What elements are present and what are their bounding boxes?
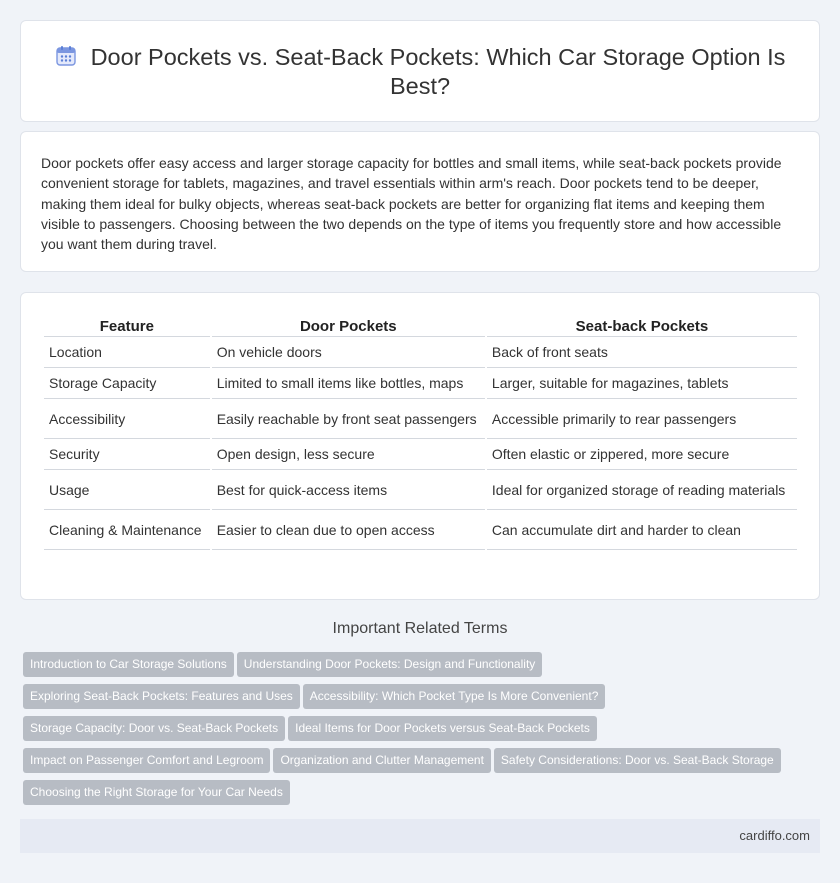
- comparison-table-card: [20, 292, 820, 600]
- page-title: Door Pockets vs. Seat-Back Pockets: Which Car Storage Option Is Best?: [90, 44, 786, 99]
- table-cell: Cleaning & Maintenance: [44, 510, 210, 550]
- related-term-tag[interactable]: Ideal Items for Door Pockets versus Seat-Back Pockets: [288, 716, 597, 741]
- footer: [20, 819, 820, 853]
- related-term-tag[interactable]: Exploring Seat-Back Pockets: Features and Uses: [23, 684, 300, 709]
- summary-text: Door pockets offer easy access and larger storage capacity for bottles and small items, while seat-back pockets provide convenient storage for tablets, magazines, and travel essentials within arm's reach. Door pockets tend to be deeper, making them ideal for bulky objects, whereas seat-back pockets are better for organizing flat items and keeping them visible to passengers. Choosing between the two depends on the type of items you frequently store and how accessible you want them during travel.: [41, 155, 782, 253]
- title-wrap: [51, 43, 789, 101]
- table-cell: Easily reachable by front seat passengers: [212, 399, 485, 439]
- header-feature: Feature: [44, 314, 210, 337]
- table-header-row: [44, 314, 797, 337]
- tag-row: [23, 652, 803, 684]
- calendar-icon: [55, 45, 77, 67]
- related-term-tag[interactable]: Understanding Door Pockets: Design and Functionality: [237, 652, 543, 677]
- table-cell: Best for quick-access items: [212, 470, 485, 510]
- related-term-tag[interactable]: Impact on Passenger Comfort and Legroom: [23, 748, 270, 773]
- tag-row: [23, 780, 803, 812]
- footer-site-link[interactable]: cardiffo.com: [739, 828, 810, 843]
- related-term-tag[interactable]: Storage Capacity: Door vs. Seat-Back Pockets: [23, 716, 285, 741]
- table-cell: Can accumulate dirt and harder to clean: [487, 510, 797, 550]
- tag-row: [23, 684, 803, 716]
- table-cell: Back of front seats: [487, 337, 797, 368]
- table-cell: Storage Capacity: [44, 368, 210, 399]
- related-terms-tags: [23, 652, 803, 812]
- table-row: [44, 510, 797, 550]
- table-cell: Security: [44, 439, 210, 470]
- tag-row: [23, 716, 803, 748]
- table-cell: Usage: [44, 470, 210, 510]
- related-term-tag[interactable]: Safety Considerations: Door vs. Seat-Back Storage: [494, 748, 781, 773]
- table-cell: Open design, less secure: [212, 439, 485, 470]
- table-cell: On vehicle doors: [212, 337, 485, 368]
- related-term-tag[interactable]: Organization and Clutter Management: [273, 748, 490, 773]
- related-term-tag[interactable]: Introduction to Car Storage Solutions: [23, 652, 234, 677]
- summary-card: [20, 131, 820, 272]
- comparison-table: [42, 314, 799, 550]
- tag-row: [23, 748, 803, 780]
- table-row: [44, 470, 797, 510]
- table-row: [44, 337, 797, 368]
- header-door-pockets: Door Pockets: [212, 314, 485, 337]
- related-term-tag[interactable]: Choosing the Right Storage for Your Car Needs: [23, 780, 290, 805]
- table-cell: Limited to small items like bottles, maps: [212, 368, 485, 399]
- related-terms-title: Important Related Terms: [332, 620, 508, 637]
- table-cell: Easier to clean due to open access: [212, 510, 485, 550]
- related-term-tag[interactable]: Accessibility: Which Pocket Type Is More Convenient?: [303, 684, 606, 709]
- header-card: [20, 20, 820, 122]
- table-row: [44, 368, 797, 399]
- table-cell: Accessible primarily to rear passengers: [487, 399, 797, 439]
- header-seat-back-pockets: Seat-back Pockets: [487, 314, 797, 337]
- table-cell: Accessibility: [44, 399, 210, 439]
- table-row: [44, 399, 797, 439]
- table-cell: Location: [44, 337, 210, 368]
- table-cell: Often elastic or zippered, more secure: [487, 439, 797, 470]
- table-cell: Ideal for organized storage of reading materials: [487, 470, 797, 510]
- table-row: [44, 439, 797, 470]
- table-cell: Larger, suitable for magazines, tablets: [487, 368, 797, 399]
